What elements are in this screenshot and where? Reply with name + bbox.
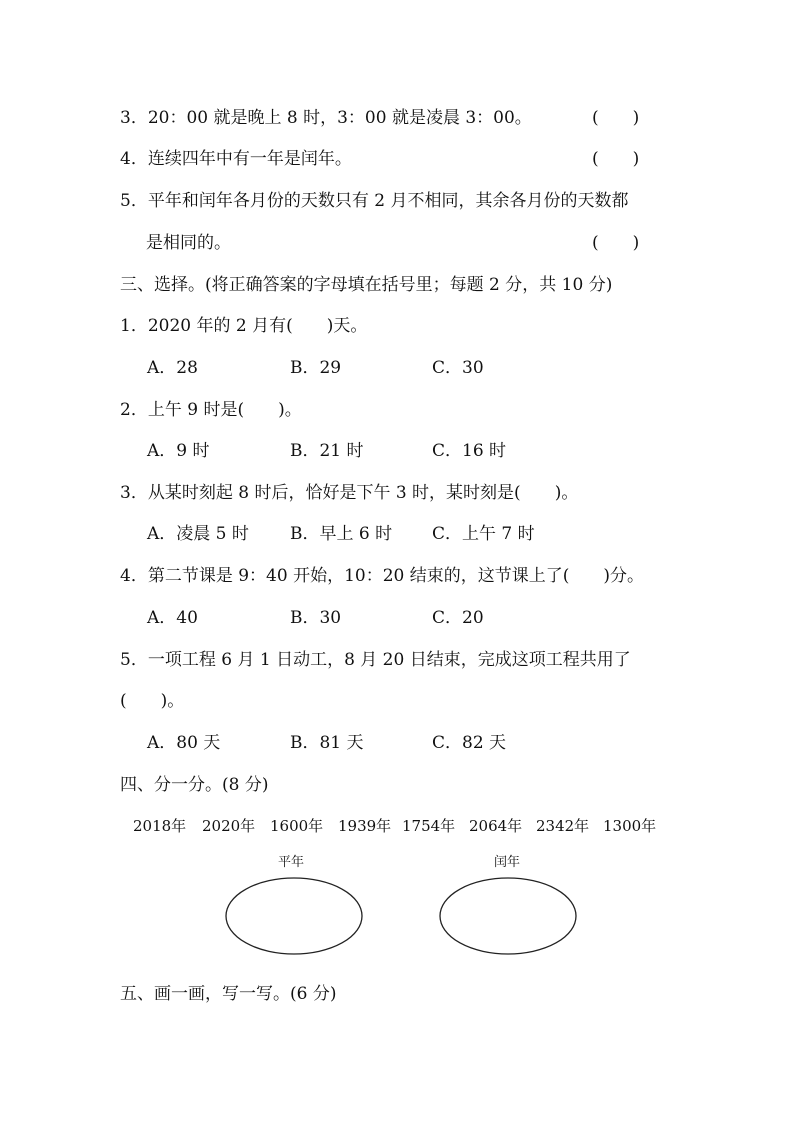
tf-item-4: 4．连续四年中有一年是闰年。 (120, 149, 352, 169)
tf-item-3: 3．20：00 就是晚上 8 时，3：00 就是凌晨 3：00。 (120, 108, 532, 128)
common-year-label: 平年 (278, 855, 305, 870)
tf-answer-3[interactable]: ( ) (592, 108, 640, 128)
mc-q1-option-b: B．29 (290, 358, 342, 378)
mc-q3-option-b: B．早上 6 时 (290, 524, 393, 544)
section5-heading: 五、画一画，写一写。(6 分) (120, 984, 337, 1004)
mc-q5-option-b: B．81 天 (290, 733, 364, 753)
tf-item-5-continuation: 是相同的。 (146, 233, 231, 253)
mc-q3-option-a: A．凌晨 5 时 (147, 524, 249, 544)
mc-question-5-continuation: ( )。 (120, 691, 185, 711)
leap-year-label: 闰年 (494, 855, 521, 870)
tf-answer-5[interactable]: ( ) (592, 233, 640, 253)
year-item-4[interactable]: 1939年 (338, 817, 392, 835)
mc-q1-option-c: C．30 (432, 358, 484, 378)
year-item-7[interactable]: 2342年 (536, 817, 590, 835)
mc-question-1: 1．2020 年的 2 月有( )天。 (120, 316, 368, 336)
common-year-oval[interactable] (224, 876, 364, 956)
tf-item-5: 5．平年和闰年各月份的天数只有 2 月不相同，其余各月份的天数都 (120, 191, 629, 211)
year-item-2[interactable]: 2020年 (202, 817, 256, 835)
year-item-5[interactable]: 1754年 (402, 817, 456, 835)
mc-q1-option-a: A．28 (147, 358, 198, 378)
year-item-8[interactable]: 1300年 (603, 817, 657, 835)
mc-q2-option-b: B．21 时 (290, 441, 364, 461)
mc-question-5: 5．一项工程 6 月 1 日动工，8 月 20 日结束，完成这项工程共用了 (120, 650, 631, 670)
mc-question-3: 3．从某时刻起 8 时后，恰好是下午 3 时，某时刻是( )。 (120, 483, 579, 503)
tf-answer-4[interactable]: ( ) (592, 149, 640, 169)
mc-q2-option-a: A．9 时 (147, 441, 210, 461)
mc-q5-option-c: C．82 天 (432, 733, 507, 753)
section4-heading: 四、分一分。(8 分) (120, 775, 269, 795)
mc-q3-option-c: C．上午 7 时 (432, 524, 535, 544)
section3-heading: 三、选择。(将正确答案的字母填在括号里；每题 2 分，共 10 分) (120, 275, 613, 295)
mc-q4-option-b: B．30 (290, 608, 342, 628)
mc-q4-option-c: C．20 (432, 608, 484, 628)
leap-year-oval[interactable] (438, 876, 578, 956)
year-item-3[interactable]: 1600年 (270, 817, 324, 835)
mc-q2-option-c: C．16 时 (432, 441, 507, 461)
mc-question-2: 2．上午 9 时是( )。 (120, 400, 302, 420)
mc-question-4: 4．第二节课是 9：40 开始，10：20 结束的，这节课上了( )分。 (120, 566, 645, 586)
year-item-1[interactable]: 2018年 (133, 817, 187, 835)
year-item-6[interactable]: 2064年 (469, 817, 523, 835)
mc-q5-option-a: A．80 天 (147, 733, 221, 753)
mc-q4-option-a: A．40 (147, 608, 198, 628)
